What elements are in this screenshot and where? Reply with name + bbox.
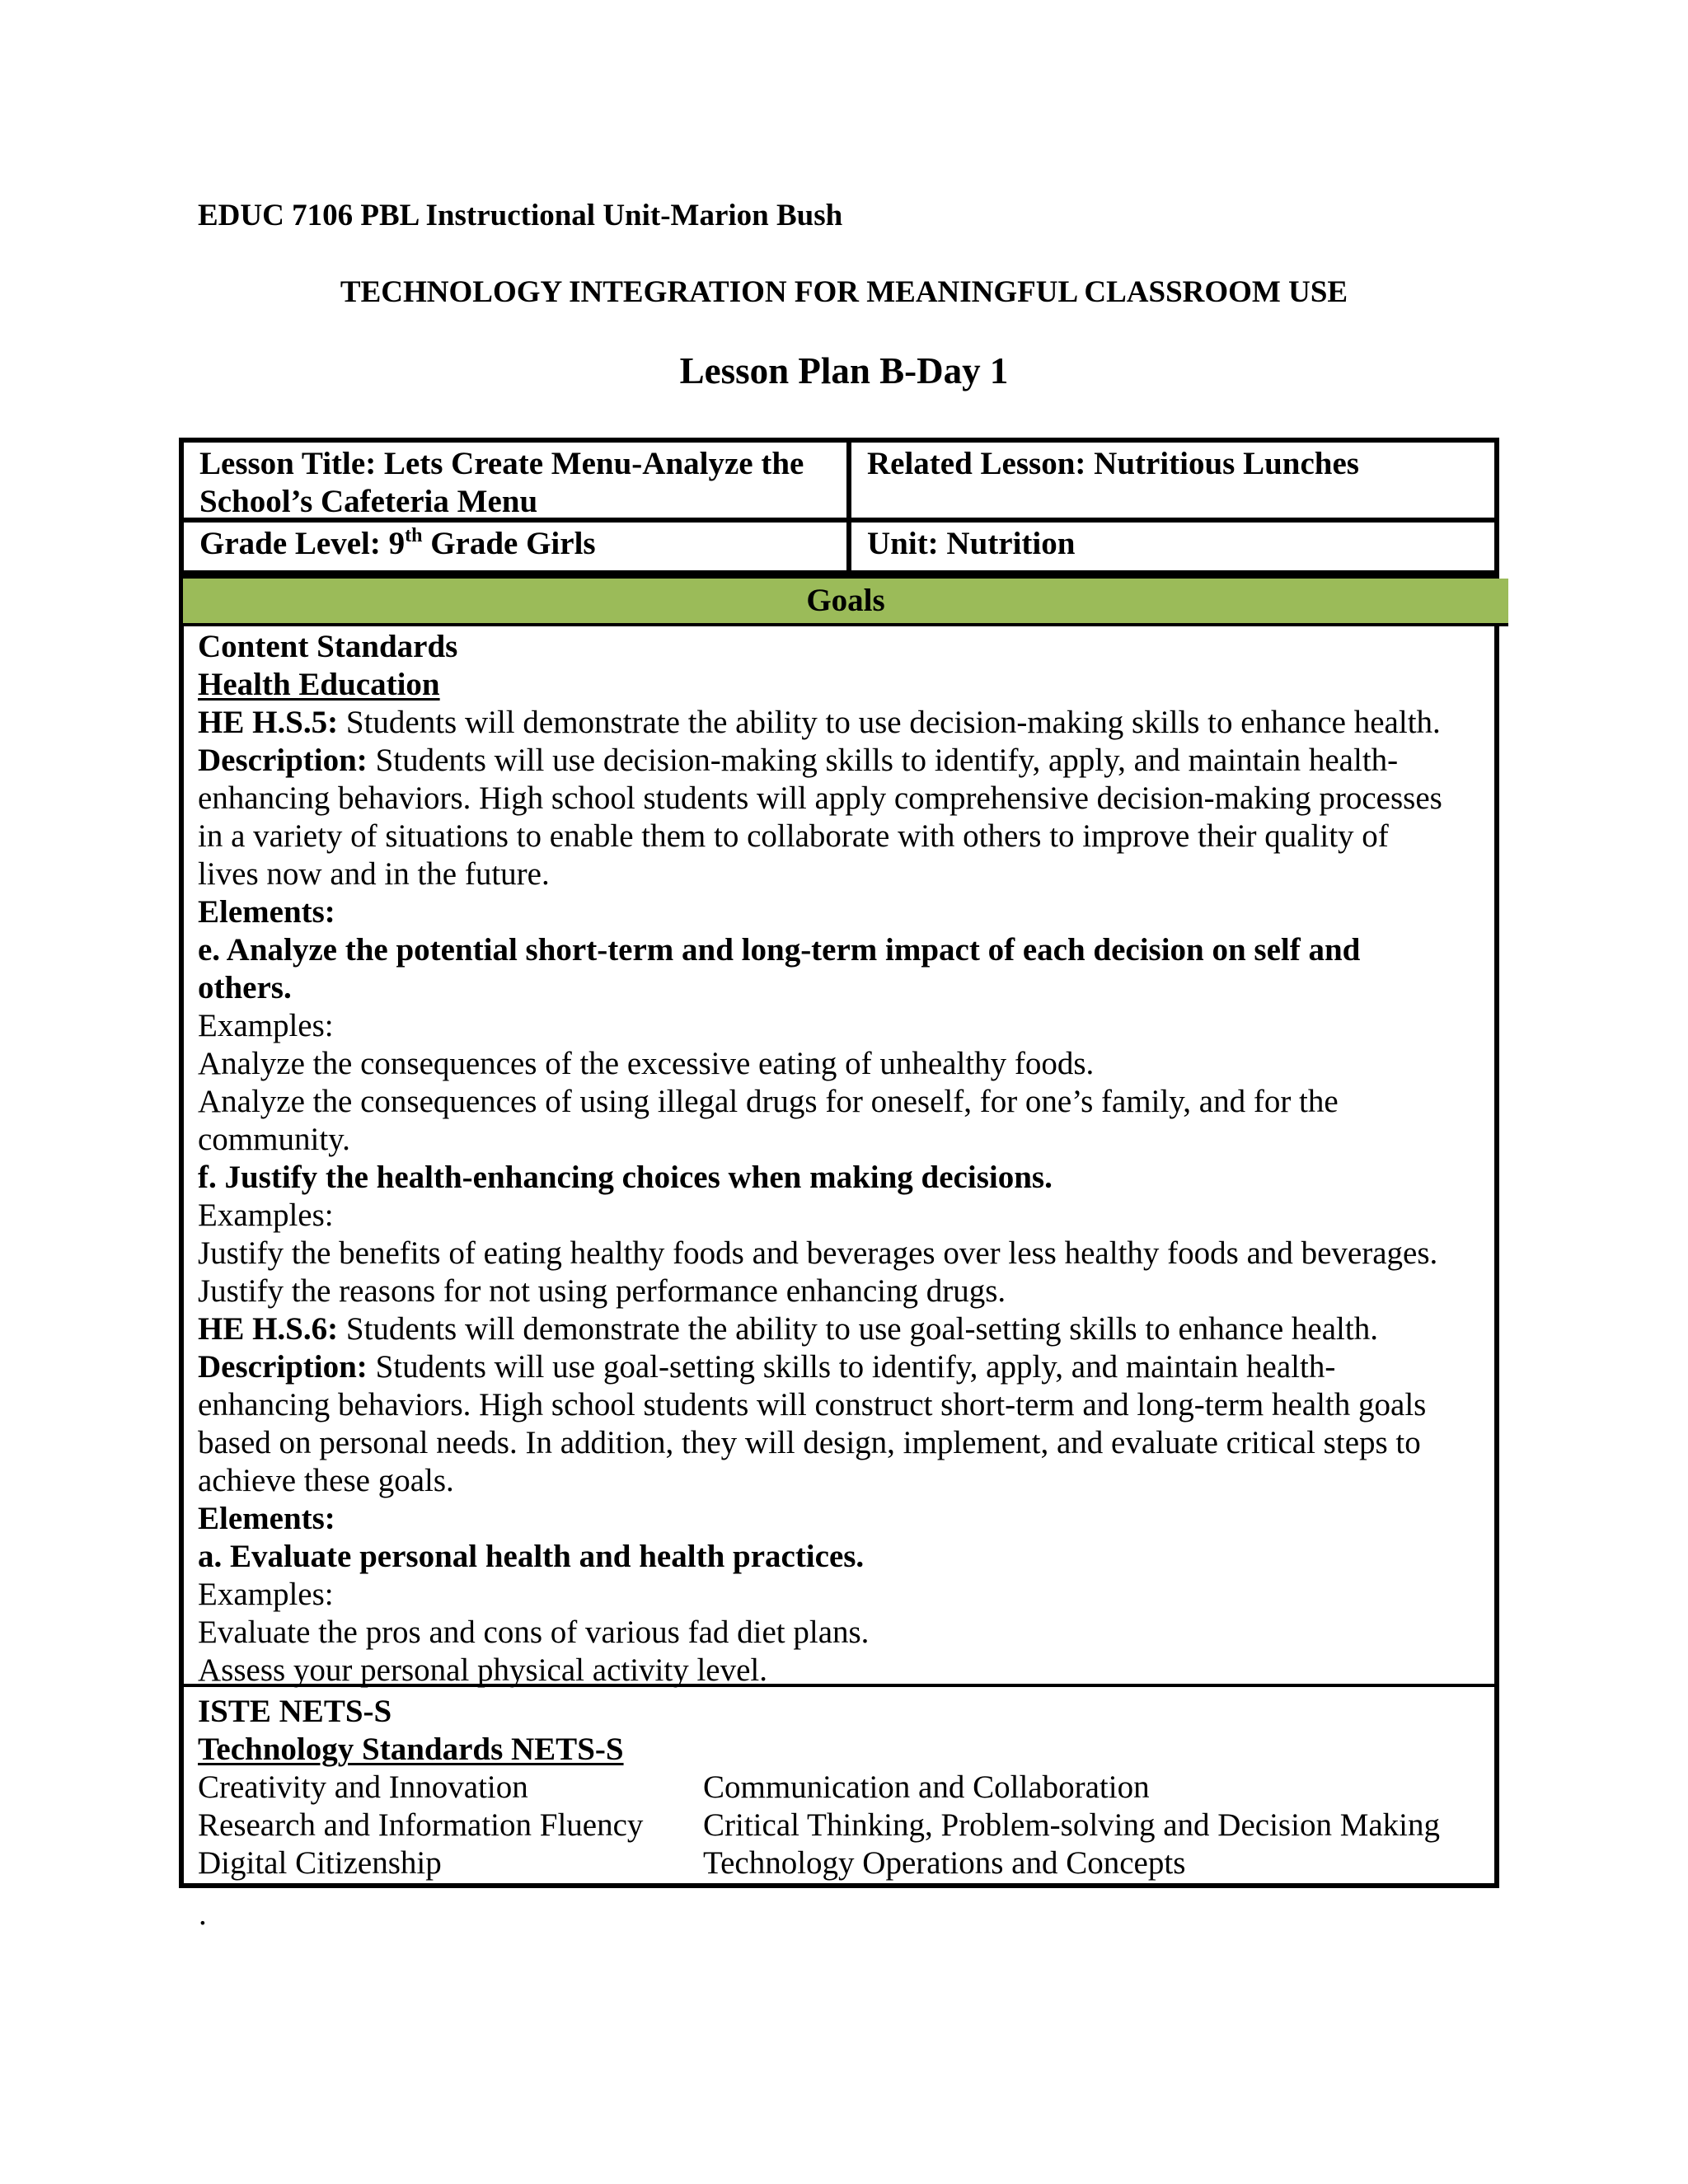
desc5-line1: Students will use decision-making skills to identify, apply, and maintain health- xyxy=(367,743,1399,778)
example-e1: Analyze the consequences of the excessive eating of unhealthy foods. xyxy=(198,1046,1095,1081)
grade-prefix: Grade Level: 9 xyxy=(199,526,406,561)
iste-section xyxy=(198,1693,1500,1769)
related-lesson: Related Lesson: Nutritious Lunches xyxy=(867,446,1359,481)
hs5-label: HE H.S.5: xyxy=(198,705,339,740)
element-e-line2: others. xyxy=(198,970,292,1005)
technology-standards-heading: Technology Standards NETS-S xyxy=(198,1732,624,1767)
desc6-line4: achieve these goals. xyxy=(198,1463,454,1498)
description-label: Description: xyxy=(198,743,368,778)
elements-heading: Elements: xyxy=(198,1501,335,1536)
examples-label: Examples: xyxy=(198,1197,334,1233)
lesson-title-cell xyxy=(185,445,844,521)
element-a: a. Evaluate personal health and health practices. xyxy=(198,1539,865,1574)
desc5-line3: in a variety of situations to enable them to collaborate with others to improve their quality of xyxy=(198,818,1389,854)
table-column-divider xyxy=(846,439,851,574)
page-title: Lesson Plan B-Day 1 xyxy=(679,350,1009,391)
unit: Unit: Nutrition xyxy=(867,526,1076,561)
iste-heading: ISTE NETS-S xyxy=(198,1694,392,1729)
hs5-text: Students will demonstrate the ability to use decision-making skills to enhance health. xyxy=(338,705,1441,740)
standard-left-1: Creativity and Innovation xyxy=(198,1769,528,1805)
example-f1: Justify the benefits of eating healthy foods and beverages over less healthy foods and beverages. xyxy=(198,1235,1438,1271)
standard-left-2: Research and Information Fluency xyxy=(198,1807,644,1843)
desc6-line1: Students will use goal-setting skills to identify, apply, and maintain health- xyxy=(367,1349,1336,1385)
elements-heading: Elements: xyxy=(198,894,335,930)
standard-right-2: Critical Thinking, Problem-solving and Decision Making xyxy=(703,1807,1441,1843)
hs6-label: HE H.S.6: xyxy=(198,1311,339,1347)
examples-label: Examples: xyxy=(198,1577,334,1612)
lesson-title-line2: School’s Cafeteria Menu xyxy=(199,484,538,519)
related-lesson-cell xyxy=(852,445,1495,483)
lesson-title-line1: Lesson Title: Lets Create Menu-Analyze the xyxy=(199,446,804,481)
desc5-line4: lives now and in the future. xyxy=(198,856,550,892)
course-heading: EDUC 7106 PBL Instructional Unit-Marion Bush xyxy=(198,199,843,232)
standard-right-3: Technology Operations and Concepts xyxy=(703,1845,1186,1881)
content-standards-section xyxy=(198,628,1500,1690)
subtitle-heading: TECHNOLOGY INTEGRATION FOR MEANINGFUL CLASSROOM USE xyxy=(340,275,1348,309)
examples-label: Examples: xyxy=(198,1008,334,1043)
example-a1: Evaluate the pros and cons of various fad diet plans. xyxy=(198,1615,870,1650)
example-e2-line2: community. xyxy=(198,1122,350,1157)
example-e2-line1: Analyze the consequences of using illegal drugs for oneself, for one’s family, and for the xyxy=(198,1084,1339,1119)
standard-right-1: Communication and Collaboration xyxy=(703,1769,1150,1805)
grade-sup: th xyxy=(405,525,423,546)
desc6-line3: based on personal needs. In addition, they will design, implement, and evaluate critical steps to xyxy=(198,1425,1421,1460)
standard-left-3: Digital Citizenship xyxy=(198,1845,442,1881)
example-a2: Assess your personal physical activity level. xyxy=(198,1652,768,1688)
hs6-text: Students will demonstrate the ability to use goal-setting skills to enhance health. xyxy=(338,1311,1378,1347)
desc6-line2: enhancing behaviors. High school students will construct short-term and long-term health goals xyxy=(198,1387,1427,1422)
grade-suffix: Grade Girls xyxy=(422,526,596,561)
element-f: f. Justify the health-enhancing choices when making decisions. xyxy=(198,1160,1053,1195)
content-standards-heading: Content Standards xyxy=(198,629,458,664)
grade-level-cell xyxy=(185,525,844,563)
desc5-line2: enhancing behaviors. High school students will apply comprehensive decision-making processes xyxy=(198,780,1442,816)
unit-cell xyxy=(852,525,1495,563)
goals-header-bar xyxy=(183,579,1508,626)
example-f2: Justify the reasons for not using performance enhancing drugs. xyxy=(198,1273,1006,1309)
element-e-line1: e. Analyze the potential short-term and long-term impact of each decision on self and xyxy=(198,932,1361,968)
footer-mark: . xyxy=(199,1896,207,1932)
description-label: Description: xyxy=(198,1349,368,1385)
goals-label: Goals xyxy=(806,583,885,618)
health-education-heading: Health Education xyxy=(198,667,440,702)
